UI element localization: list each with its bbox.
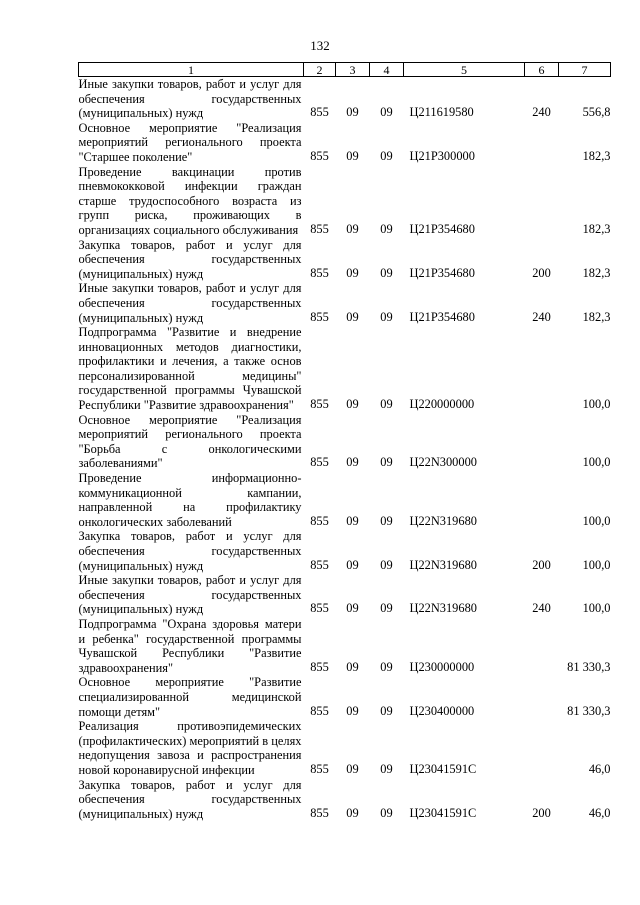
table-row xyxy=(79,77,611,121)
row-administrator-code: 855 xyxy=(310,221,329,236)
row-description: Иные закупки товаров, работ и услуг для обеспечения государственных (муниципальных) нужд xyxy=(78,281,302,325)
row-target-article-code: Ц230400000 xyxy=(409,703,475,718)
row-section-code: 09 xyxy=(346,761,359,776)
row-expense-type-code xyxy=(525,325,559,413)
column-header-4: 4 xyxy=(370,63,404,77)
row-administrator-code: 855 xyxy=(310,805,329,820)
row-administrator-code: 855 xyxy=(310,148,329,163)
row-section-code: 09 xyxy=(346,601,359,616)
row-administrator-code: 855 xyxy=(310,659,329,674)
row-expense-type-code xyxy=(525,413,559,471)
row-description: Иные закупки товаров, работ и услуг для обеспечения государственных (муниципальных) нужд xyxy=(78,77,302,121)
row-subsection-code: 09 xyxy=(380,557,393,572)
row-description: Закупка товаров, работ и услуг для обеспечения государственных (муниципальных) нужд xyxy=(78,237,302,281)
row-target-article-code: Ц230000000 xyxy=(409,659,475,674)
row-target-article-code: Ц22N300000 xyxy=(409,455,477,470)
row-section-code: 09 xyxy=(346,265,359,280)
row-amount: 81 330,3 xyxy=(567,659,611,674)
row-amount: 100,0 xyxy=(582,601,611,616)
row-administrator-code: 855 xyxy=(310,557,329,572)
row-amount: 46,0 xyxy=(588,805,611,820)
row-amount: 81 330,3 xyxy=(567,703,611,718)
table-row xyxy=(79,675,611,719)
row-subsection-code: 09 xyxy=(380,148,393,163)
row-amount: 182,3 xyxy=(582,221,611,236)
row-description: Иные закупки товаров, работ и услуг для обеспечения государственных (муниципальных) нужд xyxy=(78,573,302,617)
row-expense-type-code: 240 xyxy=(532,601,551,616)
row-description: Проведение вакцинации против пневмококковой инфекции граждан старше трудоспособного возраста из групп риска, проживающих в организациях социального обслуживания xyxy=(78,164,302,237)
row-expense-type-code xyxy=(525,121,559,165)
row-subsection-code: 09 xyxy=(380,265,393,280)
row-section-code: 09 xyxy=(346,557,359,572)
row-target-article-code: Ц23041591С xyxy=(409,805,477,820)
row-expense-type-code xyxy=(525,675,559,719)
row-section-code: 09 xyxy=(346,513,359,528)
row-amount: 182,3 xyxy=(582,148,611,163)
row-administrator-code: 855 xyxy=(310,455,329,470)
row-description: Закупка товаров, работ и услуг для обеспечения государственных (муниципальных) нужд xyxy=(78,777,302,821)
column-header-6: 6 xyxy=(525,63,559,77)
table-row xyxy=(79,165,611,238)
row-expense-type-code: 200 xyxy=(532,265,551,280)
row-target-article-code: Ц220000000 xyxy=(409,397,475,412)
row-description: Основное мероприятие "Развитие специализированной медицинской помощи детям" xyxy=(78,675,302,719)
table-row xyxy=(79,325,611,413)
column-header-2: 2 xyxy=(304,63,336,77)
table-row xyxy=(79,573,611,617)
row-section-code: 09 xyxy=(346,703,359,718)
row-section-code: 09 xyxy=(346,397,359,412)
row-description: Проведение информационно-коммуникационной кампании, направленной на профилактику онкологических заболеваний xyxy=(78,471,302,529)
row-section-code: 09 xyxy=(346,148,359,163)
row-target-article-code: Ц21P354680 xyxy=(409,221,475,236)
row-section-code: 09 xyxy=(346,455,359,470)
row-description: Подпрограмма "Охрана здоровья матери и ребенка" государственной программы Чувашской Республики "Развитие здравоохранения" xyxy=(78,616,302,675)
row-expense-type-code: 200 xyxy=(532,557,551,572)
row-expense-type-code: 200 xyxy=(532,805,551,820)
row-section-code: 09 xyxy=(346,659,359,674)
row-amount: 100,0 xyxy=(582,557,611,572)
table-row xyxy=(79,238,611,282)
row-administrator-code: 855 xyxy=(310,513,329,528)
row-section-code: 09 xyxy=(346,105,359,120)
row-target-article-code: Ц22N319680 xyxy=(409,601,477,616)
row-subsection-code: 09 xyxy=(380,221,393,236)
row-amount: 100,0 xyxy=(582,455,611,470)
row-subsection-code: 09 xyxy=(380,601,393,616)
row-target-article-code: Ц23041591С xyxy=(409,761,477,776)
column-number-header-row xyxy=(79,63,611,77)
row-target-article-code: Ц21P300000 xyxy=(409,148,475,163)
row-subsection-code: 09 xyxy=(380,805,393,820)
row-administrator-code: 855 xyxy=(310,105,329,120)
row-target-article-code: Ц22N319680 xyxy=(409,513,477,528)
budget-table xyxy=(78,62,611,821)
row-administrator-code: 855 xyxy=(310,309,329,324)
table-row xyxy=(79,617,611,675)
row-description: Реализация противоэпидемических (профилактических) мероприятий в целях недопущения завоза и распространения новой коронавирусной инфекции xyxy=(78,719,302,777)
row-amount: 182,3 xyxy=(582,265,611,280)
table-row xyxy=(79,719,611,777)
row-subsection-code: 09 xyxy=(380,703,393,718)
row-description: Основное мероприятие "Реализация мероприятий регионального проекта "Старшее поколение" xyxy=(78,120,302,164)
row-subsection-code: 09 xyxy=(380,513,393,528)
table-row xyxy=(79,471,611,529)
row-target-article-code: Ц21P354680 xyxy=(409,265,475,280)
table-row xyxy=(79,529,611,573)
row-amount: 100,0 xyxy=(582,397,611,412)
row-subsection-code: 09 xyxy=(380,309,393,324)
row-amount: 100,0 xyxy=(582,513,611,528)
column-header-5: 5 xyxy=(404,63,525,77)
table-row xyxy=(79,281,611,325)
row-description: Основное мероприятие "Реализация мероприятий регионального проекта "Борьба с онкологическими заболеваниями" xyxy=(78,412,302,471)
row-subsection-code: 09 xyxy=(380,397,393,412)
table-row xyxy=(79,121,611,165)
row-expense-type-code xyxy=(525,719,559,777)
row-description: Закупка товаров, работ и услуг для обеспечения государственных (муниципальных) нужд xyxy=(78,529,302,573)
row-administrator-code: 855 xyxy=(310,703,329,718)
row-target-article-code: Ц22N319680 xyxy=(409,557,477,572)
table-row xyxy=(79,413,611,471)
row-expense-type-code: 240 xyxy=(532,105,551,120)
row-amount: 46,0 xyxy=(588,761,611,776)
page-number: 132 xyxy=(310,38,330,53)
row-administrator-code: 855 xyxy=(310,265,329,280)
row-expense-type-code xyxy=(525,165,559,238)
row-administrator-code: 855 xyxy=(310,397,329,412)
row-amount: 182,3 xyxy=(582,309,611,324)
row-target-article-code: Ц21P354680 xyxy=(409,309,475,324)
row-section-code: 09 xyxy=(346,221,359,236)
row-subsection-code: 09 xyxy=(380,659,393,674)
row-administrator-code: 855 xyxy=(310,601,329,616)
table-row xyxy=(79,778,611,822)
row-subsection-code: 09 xyxy=(380,105,393,120)
row-target-article-code: Ц211619580 xyxy=(409,105,474,120)
row-subsection-code: 09 xyxy=(380,761,393,776)
row-expense-type-code xyxy=(525,617,559,675)
row-subsection-code: 09 xyxy=(380,455,393,470)
row-section-code: 09 xyxy=(346,805,359,820)
row-description: Подпрограмма "Развитие и внедрение инновационных методов диагностики, профилактики и лечения, а также основ персонализированной медицины" государственной программы Чувашской Республики "Развитие здравоохранения" xyxy=(78,325,302,413)
row-administrator-code: 855 xyxy=(310,761,329,776)
row-section-code: 09 xyxy=(346,309,359,324)
column-header-7: 7 xyxy=(559,63,611,77)
row-expense-type-code: 240 xyxy=(532,309,551,324)
column-header-1: 1 xyxy=(79,63,304,77)
row-amount: 556,8 xyxy=(582,105,611,120)
row-expense-type-code xyxy=(525,471,559,529)
column-header-3: 3 xyxy=(336,63,370,77)
table-body xyxy=(79,77,611,822)
